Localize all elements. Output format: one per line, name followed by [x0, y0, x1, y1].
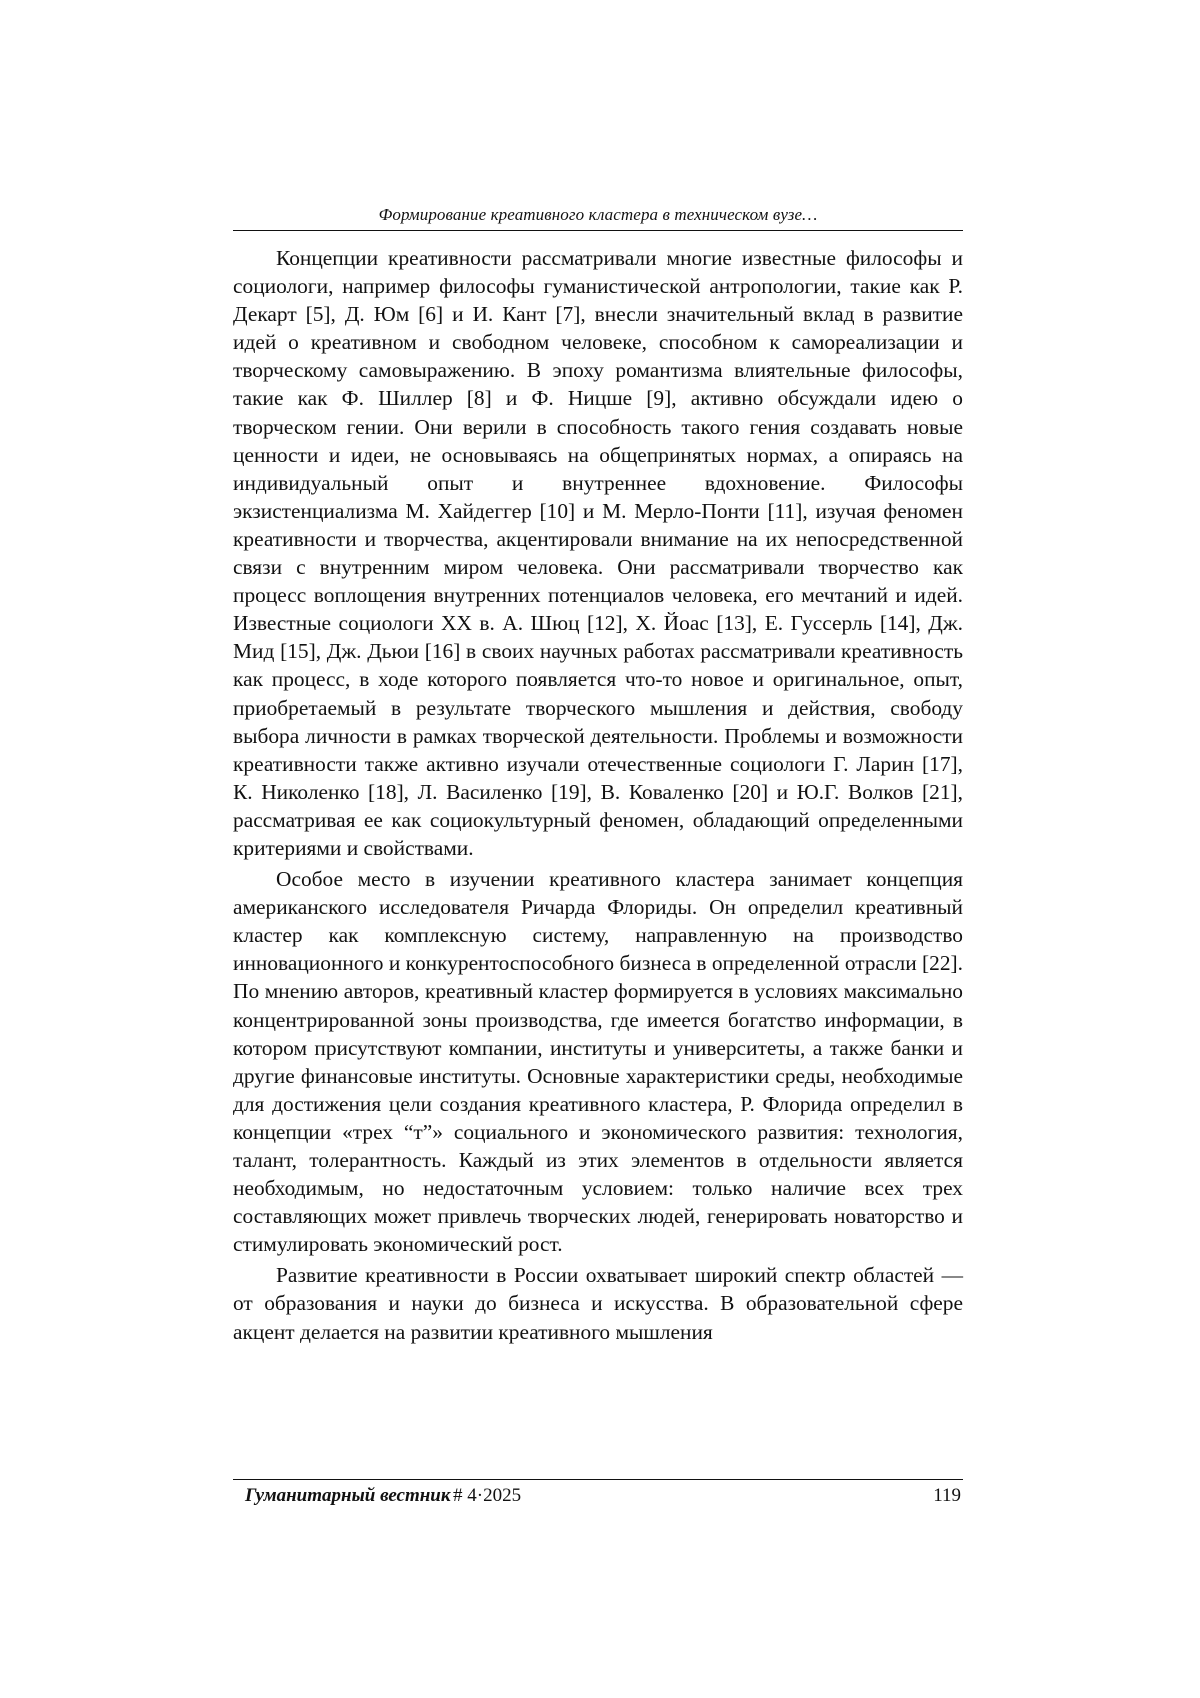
- paragraph-2: Особое место в изучении креативного кластера занимает концепция американского исследователя Ричарда Флориды. Он определил креативный кластер как комплексную систему, направленную на производство инновационного и конкурентоспособного бизнеса в определенной отрасли [22]. По мнению авторов, креативный кластер формируется в условиях максимально концентрированной зоны производства, где имеется богатство информации, в котором присутствуют компании, институты и университеты, а также банки и другие финансовые институты. Основные характеристики среды, необходимые для достижения цели создания креативного кластера, Р. Флорида определил в концепции «трех “т”» социального и экономического развития: технология, талант, толерантность. Каждый из этих элементов в отдельности является необходимым, но недостаточным условием: только наличие всех трех составляющих может привлечь творческих людей, генерировать новаторство и стимулировать экономический рост.: [233, 867, 963, 1257]
- journal-title: Гуманитарный вестник: [245, 1485, 451, 1506]
- article-body: [233, 244, 963, 1346]
- footer-rule: [233, 1479, 963, 1480]
- page-number: 119: [933, 1485, 961, 1506]
- issue-number: # 4·2025: [453, 1485, 522, 1506]
- page-footer: [233, 1482, 963, 1510]
- header-rule: [233, 230, 963, 231]
- paragraph-1: Концепции креативности рассматривали многие известные философы и социологи, например философы гуманистической антропологии, такие как Р. Декарт [5], Д. Юм [6] и И. Кант [7], внесли значительный вклад в развитие идей о креативном и свободном человеке, способном к самореализации и творческому самовыражению. В эпоху романтизма влиятельные философы, такие как Ф. Шиллер [8] и Ф. Ницше [9], активно обсуждали идею о творческом гении. Они верили в способность такого гения создавать новые ценности и идеи, не основываясь на общепринятых нормах, а опираясь на индивидуальный опыт и внутреннее вдохновение. Философы экзистенциализма М. Хайдеггер [10] и М. Мерло-Понти [11], изучая феномен креативности и творчества, акцентировали внимание на их непосредственной связи с внутренним миром человека. Они рассматривали творчество как процесс воплощения внутренних потенциалов человека, его мечтаний и идей. Известные социологи XX в. А. Шюц [12], Х. Йоас [13], Е. Гуссерль [14], Дж. Мид [15], Дж. Дьюи [16] в своих научных работах рассматривали креативность как процесс, в ходе которого появляется что-то новое и оригинальное, опыт, приобретаемый в результате творческого мышления и действия, свободу выбора личности в рамках творческой деятельности. Проблемы и возможности креативности также активно изучали отечественные социологи Г. Ларин [17], К. Николенко [18], Л. Василенко [19], В. Коваленко [20] и Ю.Г. Волков [21], рассматривая ее как социокультурный феномен, обладающий определенными критериями и свойствами.: [233, 246, 963, 860]
- paragraph-3: Развитие креативности в России охватывает широкий спектр областей — от образования и науки до бизнеса и искусства. В образовательной сфере акцент делается на развитии креативного мышления: [233, 1263, 963, 1344]
- running-header: Формирование креативного кластера в техническом вузе…: [378, 205, 818, 224]
